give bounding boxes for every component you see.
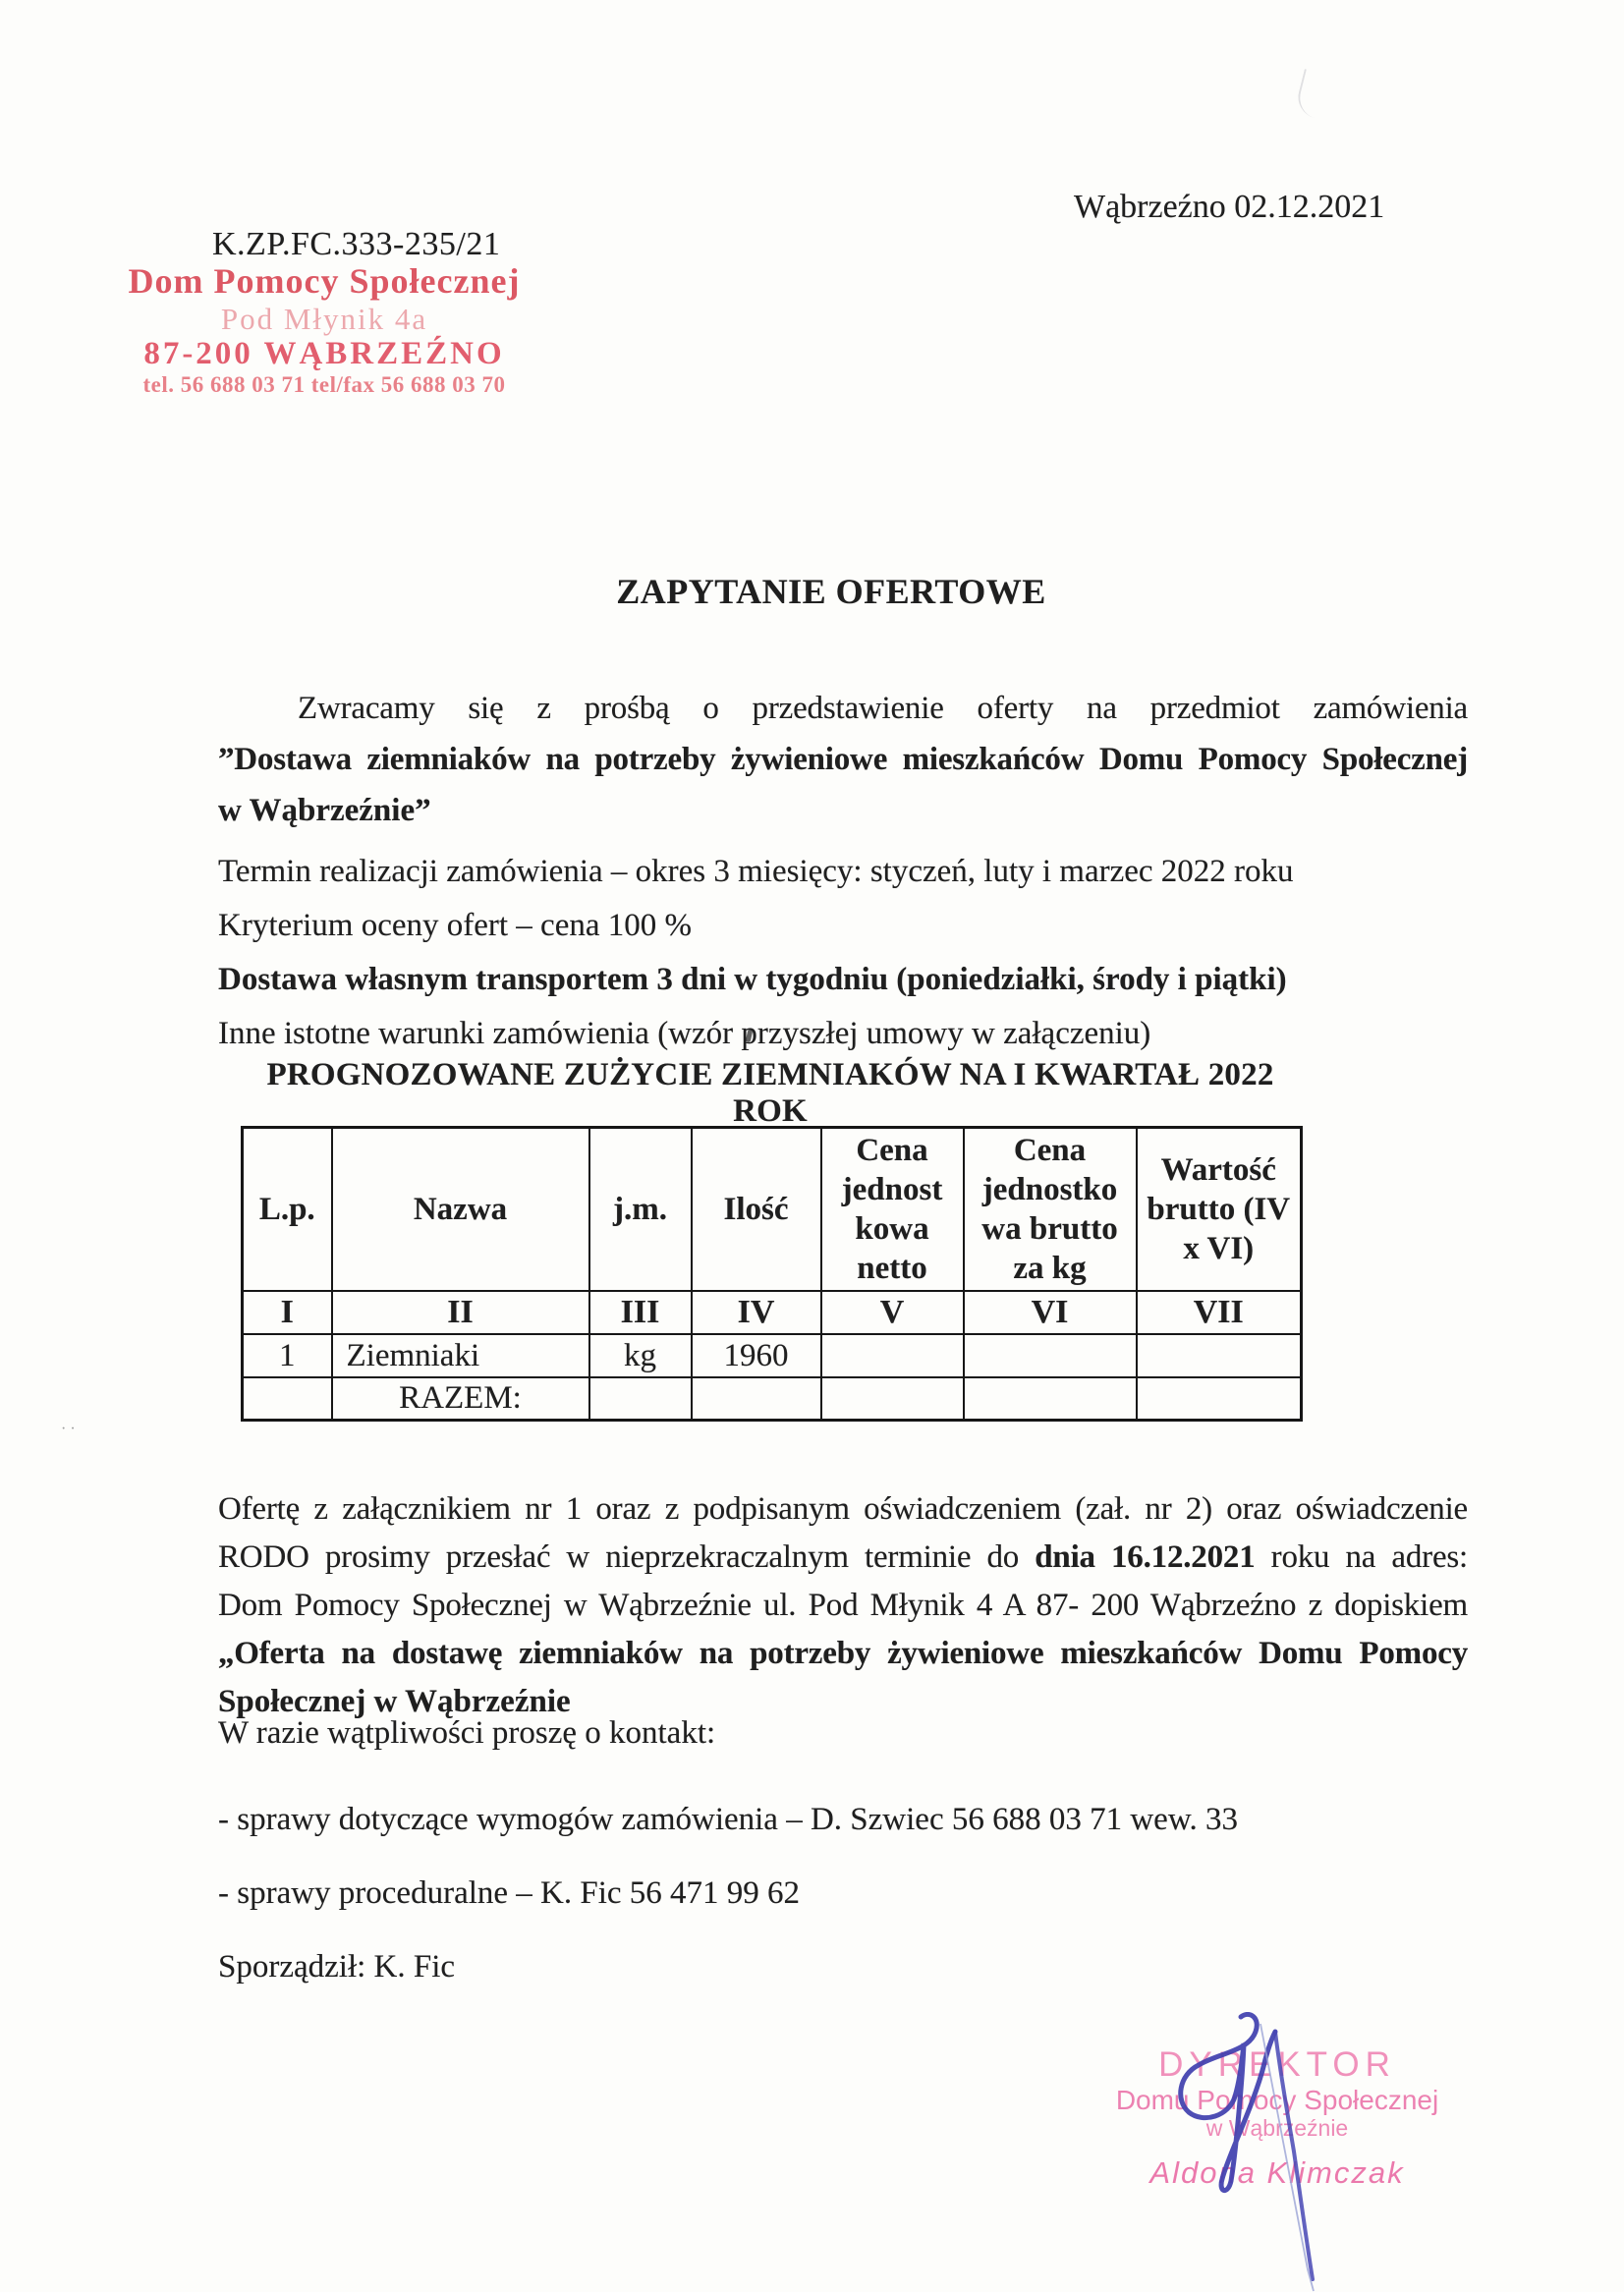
numeral-cell: IV	[692, 1291, 821, 1334]
item-qty: 1960	[692, 1334, 821, 1377]
numeral-cell: VII	[1137, 1291, 1302, 1334]
header-cell-lp: L.p.	[243, 1128, 332, 1292]
numeral-row	[243, 1291, 1302, 1334]
offer-paragraph	[218, 1485, 1468, 1726]
contact-item-requirements: - sprawy dotyczące wymogów zamówienia – D. Szwiec 56 688 03 71 wew. 33	[218, 1802, 1239, 1837]
stamp-street: Pod Młynik 4a	[220, 302, 428, 336]
forecast-table	[241, 1126, 1303, 1422]
stamp-org-name: Dom Pomocy Społecznej	[128, 261, 521, 301]
stamp-role: DYREKTOR	[1158, 2045, 1396, 2084]
item-unit: kg	[589, 1334, 692, 1377]
total-label: RAZEM:	[332, 1377, 589, 1421]
total-empty	[1137, 1377, 1302, 1421]
stamp-director-name: Aldona Klimczak	[1149, 2155, 1405, 2190]
total-empty	[964, 1377, 1137, 1421]
header-cell-cena-brutto: Cena jednostko wa brutto za kg	[964, 1128, 1137, 1292]
stamp-city: 87-200 WĄBRZEŹNO	[143, 336, 505, 371]
item-lp: 1	[243, 1334, 332, 1377]
offer-deadline: dnia 16.12.2021	[1035, 1539, 1256, 1575]
total-row	[243, 1377, 1302, 1421]
numeral-cell: V	[821, 1291, 964, 1334]
handwritten-signature	[1032, 2012, 1523, 2292]
stamp-phone: tel. 56 688 03 71 tel/fax 56 688 03 70	[142, 372, 506, 397]
item-row	[243, 1334, 1302, 1377]
total-empty	[821, 1377, 964, 1421]
numeral-cell: III	[589, 1291, 692, 1334]
total-empty-lp	[243, 1377, 332, 1421]
table-header-row	[243, 1128, 1302, 1292]
intro-line-2: ”Dostawa ziemniaków na potrzeby żywieniowe mieszkańców Domu Pomocy Społecznej	[218, 742, 1468, 777]
scan-artifact-dots: ··	[61, 1421, 80, 1437]
header-cell-cena-netto: Cena jednost kowa netto	[821, 1128, 964, 1292]
scan-artifact-slash	[1294, 69, 1325, 118]
item-price-net	[821, 1334, 964, 1377]
intro-line-3: w Wąbrzeźnie”	[218, 793, 431, 828]
intro-line-1: Zwracamy się z prośbą o przedstawienie oferty na przedmiot zamówienia	[298, 691, 1468, 726]
header-cell-wartosc: Wartość brutto (IV x VI)	[1137, 1128, 1302, 1292]
term-line-1: Termin realizacji zamówienia – okres 3 miesięcy: styczeń, luty i marzec 2022 roku	[218, 854, 1294, 889]
term-line-2: Kryterium oceny ofert – cena 100 %	[218, 908, 692, 943]
sender-address-stamp	[116, 259, 532, 398]
reference-number: K.ZP.FC.333-235/21	[212, 226, 501, 262]
term-line-4: Inne istotne warunki zamówienia (wzór przyszłej umowy w załączeniu)	[218, 1016, 1151, 1051]
offer-line-2-pre: RODO prosimy przesłać w nieprzekraczalnym terminie do	[218, 1539, 1036, 1575]
header-cell-jm: j.m.	[589, 1128, 692, 1292]
numeral-cell: VI	[964, 1291, 1137, 1334]
contact-item-procedural: - sprawy proceduralne – K. Fic 56 471 99 62	[218, 1875, 801, 1911]
item-price-gross	[964, 1334, 1137, 1377]
contact-heading: W razie wątpliwości proszę o kontakt:	[218, 1715, 716, 1751]
offer-line-5: Społecznej w Wąbrzeźnie	[218, 1684, 571, 1719]
term-line-3: Dostawa własnym transportem 3 dni w tygodniu (poniedziałki, środy i piątki)	[218, 962, 1287, 997]
offer-line-4: „Oferta na dostawę ziemniaków na potrzeby żywieniowe mieszkańców Domu Pomocy	[218, 1636, 1468, 1671]
numeral-cell: II	[332, 1291, 589, 1334]
offer-line-1: Ofertę z załącznikiem nr 1 oraz z podpisanym oświadczeniem (zał. nr 2) oraz oświadczenie	[218, 1491, 1468, 1527]
order-terms	[218, 845, 1485, 1061]
offer-line-2	[218, 1534, 1468, 1582]
item-value	[1137, 1334, 1302, 1377]
date-line: Wąbrzeźno 02.12.2021	[1074, 189, 1385, 225]
offer-line-3: Dom Pomocy Społecznej w Wąbrzeźnie ul. Pod Młynik 4 A 87- 200 Wąbrzeźno z dopiskiem	[218, 1588, 1468, 1623]
item-name: Ziemniaki	[332, 1334, 589, 1377]
stamp-director-city: w Wąbrzeźnie	[1205, 2115, 1349, 2141]
total-empty	[589, 1377, 692, 1421]
total-empty	[692, 1377, 821, 1421]
intro-paragraph	[218, 683, 1468, 836]
document-title: ZAPYTANIE OFERTOWE	[616, 572, 1046, 611]
header-cell-nazwa: Nazwa	[332, 1128, 589, 1292]
table-title: PROGNOZOWANE ZUŻYCIE ZIEMNIAKÓW NA I KWARTAŁ 2022 ROK	[266, 1057, 1274, 1129]
offer-line-2-post: roku na adres:	[1255, 1539, 1468, 1575]
header-cell-ilosc: Ilość	[692, 1128, 821, 1292]
stamp-director-org: Domu Pomocy Społecznej	[1115, 2085, 1439, 2115]
numeral-cell: I	[243, 1291, 332, 1334]
prepared-by: Sporządził: K. Fic	[218, 1949, 456, 1985]
